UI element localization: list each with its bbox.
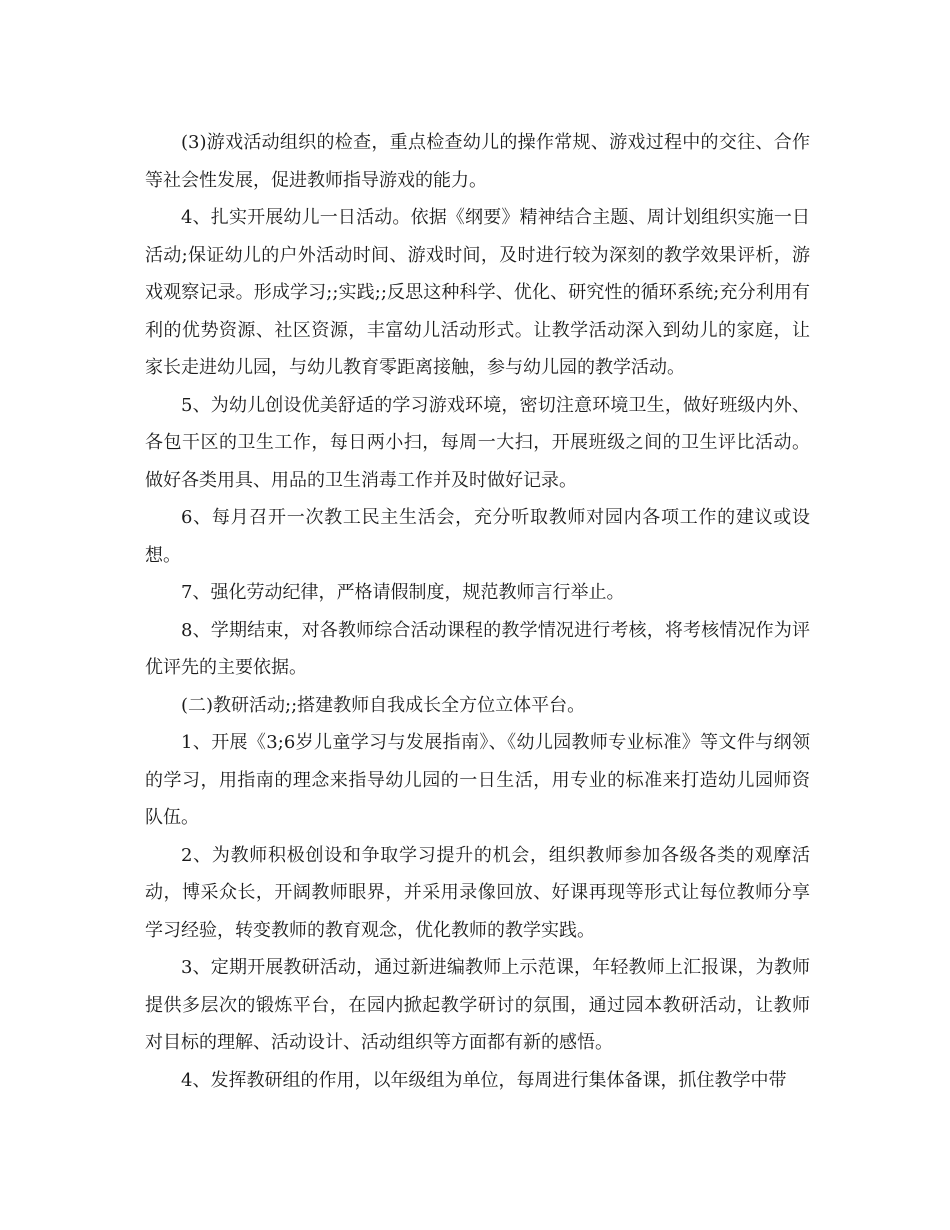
paragraph-daily-activities: 4、扎实开展幼儿一日活动。依据《纲要》精神结合主题、周计划组织实施一日活动;保证幼儿的户外活动时间、游戏时间，及时进行较为深刻的教学效果评析，游戏观察记录。形成学习;;实践;;反思这种科学、优化、研究性的循环系统;充分利用有利的优势资源、社区资源，丰富幼儿活动形式。让教学活动深入到幼儿的家庭，让家长走进幼儿园，与幼儿教育零距离接触，参与幼儿园的教学活动。 (145, 207, 810, 378)
paragraph-staff-meeting: 6、每月召开一次教工民主生活会，充分听取教师对园内各项工作的建议或设想。 (145, 507, 810, 566)
paragraph-semester-assessment: 8、学期结束，对各教师综合活动课程的教学情况进行考核，将考核情况作为评优评先的主要依据。 (145, 619, 810, 678)
section-heading-teaching-research: (二)教研活动;;搭建教师自我成长全方位立体平台。 (181, 694, 586, 716)
paragraph-guideline-study: 1、开展《3;6岁儿童学习与发展指南》、《幼儿园教师专业标准》等文件与纲领的学习，用指南的理念来指导幼儿园的一日生活，用专业的标准来打造幼儿园师资队伍。 (145, 732, 810, 828)
paragraph-learning-opportunities: 2、为教师积极创设和争取学习提升的机会，组织教师参加各级各类的观摩活动，博采众长，开阔教师眼界，并采用录像回放、好课再现等形式让每位教师分享学习经验，转变教师的教育观念，优化教师的教学实践。 (145, 844, 810, 941)
paragraph-environment-hygiene: 5、为幼儿创设优美舒适的学习游戏环境，密切注意环境卫生，做好班级内外、各包干区的卫生工作，每日两小扫，每周一大扫，开展班级之间的卫生评比活动。做好各类用具、用品的卫生消毒工作并及时做好记录。 (145, 394, 810, 491)
paragraph-game-activity-check: (3)游戏活动组织的检查，重点检查幼儿的操作常规、游戏过程中的交往、合作等社会性发展，促进教师指导游戏的能力。 (145, 132, 810, 191)
paragraph-research-activities: 3、定期开展教研活动，通过新进编教师上示范课，年轻教师上汇报课，为教师提供多层次的锻炼平台，在园内掀起教学研讨的氛围，通过园本教研活动，让教师对目标的理解、活动设计、活动组织等方面都有新的感悟。 (145, 957, 810, 1053)
document-body (145, 124, 810, 1099)
paragraph-research-group: 4、发挥教研组的作用，以年级组为单位，每周进行集体备课，抓住教学中带 (181, 1069, 787, 1091)
paragraph-labor-discipline: 7、强化劳动纪律，严格请假制度，规范教师言行举止。 (181, 582, 625, 603)
